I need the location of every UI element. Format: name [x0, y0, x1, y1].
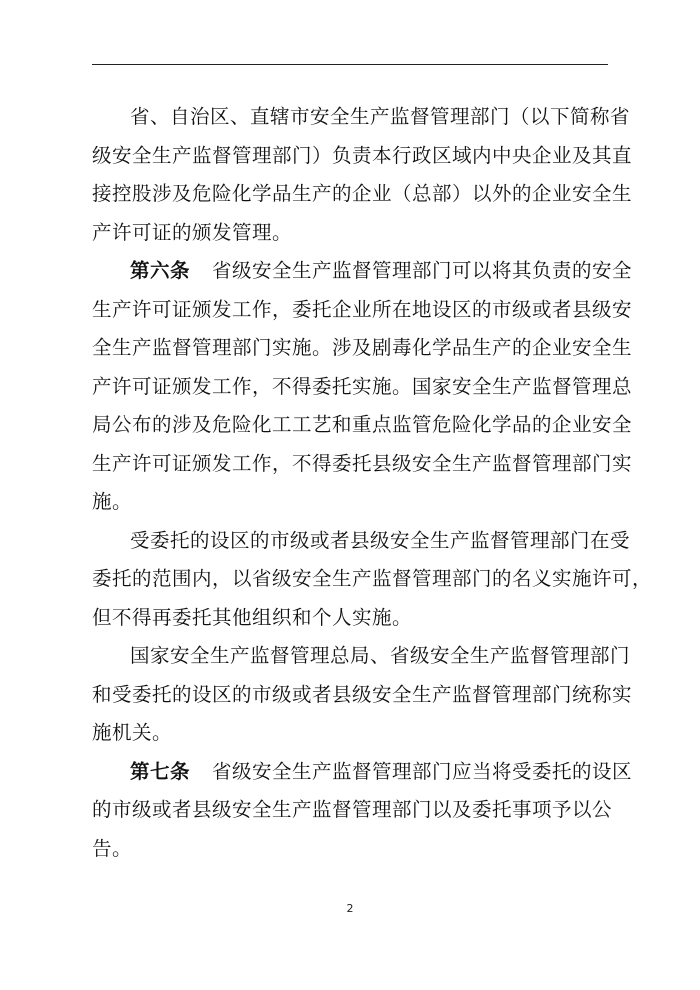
article-six — [92, 252, 633, 522]
page-number: 2 — [346, 902, 354, 915]
text-line: 委托的范围内，以省级安全生产监督管理部门的名义实施许可， — [92, 567, 653, 590]
text-line: 受委托的设区的市级或者县级安全生产监督管理部门在受 — [130, 528, 631, 552]
paragraph-entrusted-departments — [92, 522, 653, 638]
text-line: 施机关。 — [92, 721, 173, 744]
article-text: 省级安全生产监督管理部门应当将受委托的设区 — [212, 759, 633, 783]
text-line: 告。 — [92, 836, 133, 860]
text-line: 产许可证颁发工作，不得委托实施。国家安全生产监督管理总 — [92, 374, 633, 398]
paragraph-implementing-authorities — [92, 637, 633, 753]
article-heading: 第七条 — [130, 759, 191, 783]
text-line: 生产许可证颁发工作，委托企业所在地设区的市级或者县级安 — [92, 297, 633, 321]
text-line: 全生产监督管理部门实施。涉及剧毒化学品生产的企业安全生 — [92, 336, 633, 359]
text-line: 但不得再委托其他组织和个人实施。 — [92, 605, 413, 629]
text-line: 省、自治区、直辖市安全生产监督管理部门（以下简称省 — [130, 105, 631, 128]
article-text: 省级安全生产监督管理部门可以将其负责的安全 — [212, 259, 633, 282]
document-body — [92, 98, 653, 868]
text-line: 和受委托的设区的市级或者县级安全生产监督管理部门统称实 — [92, 682, 633, 706]
text-line: 施。 — [92, 490, 133, 513]
article-seven — [92, 753, 633, 869]
text-line — [92, 753, 633, 792]
text-line: 的市级或者县级安全生产监督管理部门以及委托事项予以公 — [92, 798, 613, 821]
paragraph-scope-provincial — [92, 98, 633, 252]
text-line: 接控股涉及危险化学品生产的企业（总部）以外的企业安全生 — [92, 182, 633, 205]
text-line: 级安全生产监督管理部门）负责本行政区域内中央企业及其直 — [92, 143, 633, 167]
article-heading: 第六条 — [130, 259, 191, 282]
text-line: 产许可证的颁发管理。 — [92, 220, 293, 244]
text-line: 局公布的涉及危险化工工艺和重点监管危险化学品的企业安全 — [92, 413, 633, 436]
text-line: 国家安全生产监督管理总局、省级安全生产监督管理部门 — [130, 644, 631, 667]
text-line: 生产许可证颁发工作，不得委托县级安全生产监督管理部门实 — [92, 451, 633, 475]
text-line — [92, 252, 633, 291]
header-rule — [92, 64, 608, 65]
